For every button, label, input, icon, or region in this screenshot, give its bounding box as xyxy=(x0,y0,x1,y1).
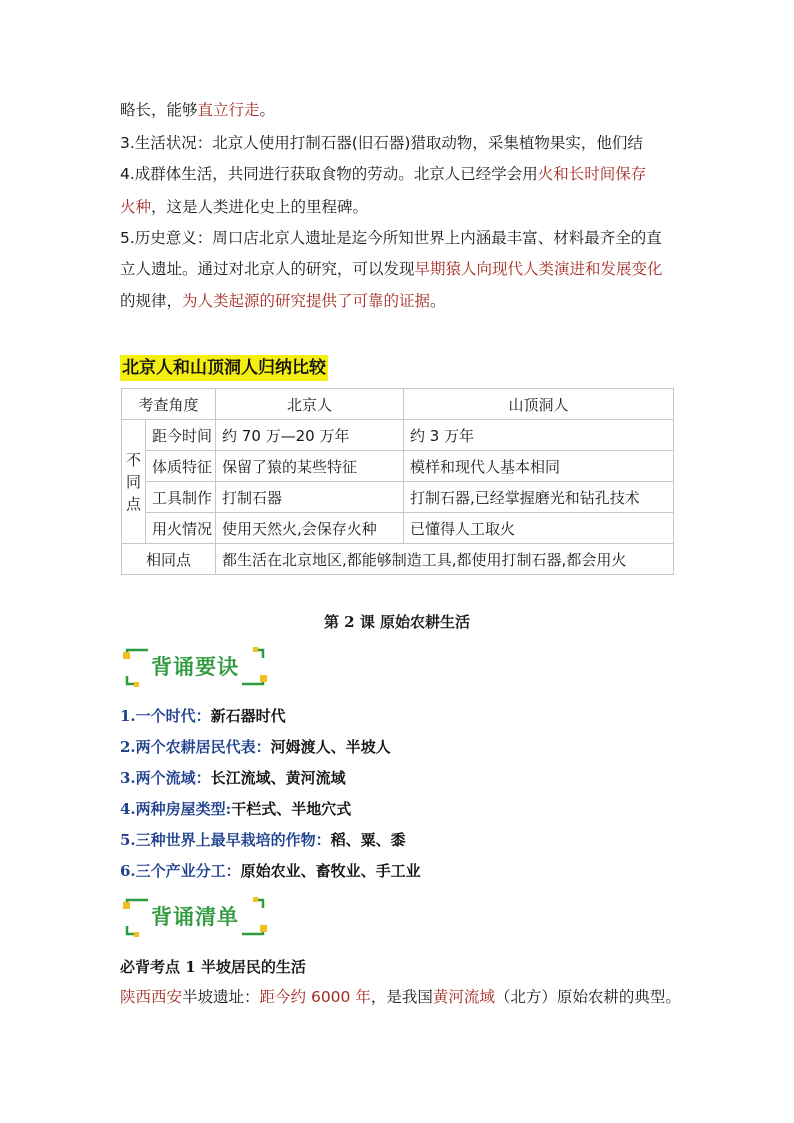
table-cell: 用火情况 xyxy=(146,513,216,544)
paragraph-line: 的规律，为人类起源的研究提供了可靠的证据。 xyxy=(120,292,446,310)
comparison-title: 北京人和山顶洞人归纳比较 xyxy=(120,355,328,381)
header-cell: 山顶洞人 xyxy=(404,389,674,420)
paragraph-line: 3.生活状况：北京人使用打制石器(旧石器)猎取动物，采集植物果实，他们结 xyxy=(120,134,643,152)
list-item: 2.两个农耕居民代表：河姆渡人、半坡人 xyxy=(120,738,391,756)
same-label-cell: 相同点 xyxy=(122,544,216,575)
list-item: 5.三种世界上最早栽培的作物：稻、粟、黍 xyxy=(120,831,406,849)
table-row xyxy=(122,451,674,482)
lesson-title: 第 2 课 原始农耕生活 xyxy=(323,613,471,631)
paragraph-line: 略长，能够直立行走。 xyxy=(120,101,276,119)
badge-recite-tips xyxy=(122,646,268,688)
list-item: 4.两种房屋类型:干栏式、半地穴式 xyxy=(120,800,352,818)
diff-label-cell: 不同点 xyxy=(122,420,146,544)
header-cell: 考查角度 xyxy=(122,389,216,420)
badge-label: 背诵清单 xyxy=(151,905,239,929)
subsection-title: 必背考点 1 半坡居民的生活 xyxy=(120,958,306,976)
table-cell: 距今时间 xyxy=(146,420,216,451)
list-item: 3.两个流域：长江流域、黄河流域 xyxy=(120,769,346,787)
table-row xyxy=(122,513,674,544)
table-cell: 约 70 万—20 万年 xyxy=(216,420,404,451)
list-item: 1.一个时代：新石器时代 xyxy=(120,707,286,725)
table-cell: 体质特征 xyxy=(146,451,216,482)
comparison-table xyxy=(121,388,674,575)
table-cell: 打制石器,已经掌握磨光和钻孔技术 xyxy=(404,482,674,513)
table-row xyxy=(122,544,674,575)
same-value-cell: 都生活在北京地区,都能够制造工具,都使用打制石器,都会用火 xyxy=(216,544,674,575)
paragraph-line: 4.成群体生活，共同进行获取食物的劳动。北京人已经学会用火和长时间保存 xyxy=(120,165,647,183)
table-cell: 工具制作 xyxy=(146,482,216,513)
table-row xyxy=(122,420,674,451)
badge-label: 背诵要诀 xyxy=(151,655,239,679)
badge-recite-list xyxy=(122,896,268,938)
table-cell: 使用天然火,会保存火种 xyxy=(216,513,404,544)
table-cell: 模样和现代人基本相同 xyxy=(404,451,674,482)
table-header-row xyxy=(122,389,674,420)
table-row xyxy=(122,482,674,513)
paragraph-line: 陕西西安半坡遗址：距今约 6000 年，是我国黄河流域（北方）原始农耕的典型。 xyxy=(120,988,681,1006)
table-cell: 已懂得人工取火 xyxy=(404,513,674,544)
list-item: 6.三个产业分工：原始农业、畜牧业、手工业 xyxy=(120,862,421,880)
paragraph-line: 5.历史意义：周口店北京人遗址是迄今所知世界上内涵最丰富、材料最齐全的直 xyxy=(120,229,662,247)
paragraph-line: 立人遗址。通过对北京人的研究，可以发现早期猿人向现代人类演进和发展变化 xyxy=(120,260,663,278)
table-cell: 保留了猿的某些特征 xyxy=(216,451,404,482)
header-cell: 北京人 xyxy=(216,389,404,420)
table-cell: 打制石器 xyxy=(216,482,404,513)
table-cell: 约 3 万年 xyxy=(404,420,674,451)
paragraph-line: 火种，这是人类进化史上的里程碑。 xyxy=(120,198,369,216)
